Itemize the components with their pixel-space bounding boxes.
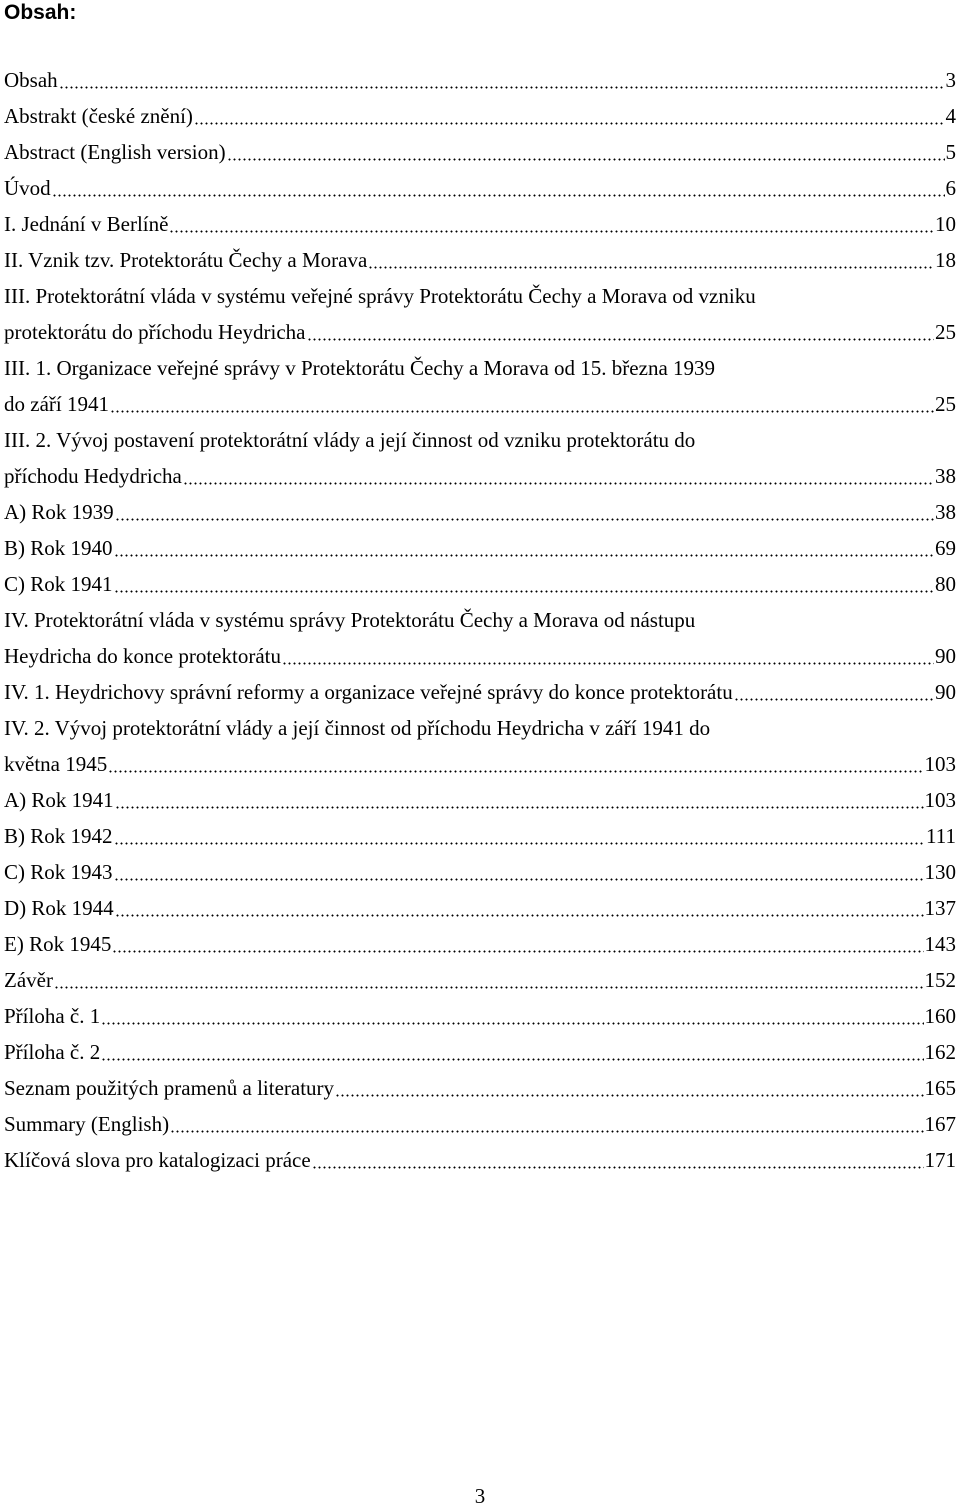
toc-entry[interactable] bbox=[4, 926, 956, 962]
toc-entry-page: 90 bbox=[935, 644, 956, 668]
dot-leader bbox=[194, 122, 945, 125]
toc-entry-title: IV. 1. Heydrichovy správní reformy a organizace veřejné správy do konce protektorátu bbox=[4, 680, 733, 704]
toc-entry-title-line: III. Protektorátní vláda v systému veřejné správy Protektorátu Čechy a Morava od vzniku bbox=[4, 284, 756, 308]
dot-leader bbox=[101, 1022, 923, 1025]
toc-entry-page: 5 bbox=[945, 140, 956, 164]
toc-entry-page: 111 bbox=[926, 824, 956, 848]
dot-leader bbox=[734, 698, 934, 701]
toc-entry[interactable] bbox=[4, 1142, 956, 1178]
toc-entry-page: 165 bbox=[924, 1076, 956, 1100]
toc-entry-title: Úvod bbox=[4, 176, 51, 200]
toc-entry-page: 167 bbox=[924, 1112, 956, 1136]
toc-entry[interactable] bbox=[4, 1034, 956, 1070]
toc-entry-title: B) Rok 1940 bbox=[4, 536, 113, 560]
toc-entry-page: 130 bbox=[924, 860, 956, 884]
toc-entry-title: Klíčová slova pro katalogizaci práce bbox=[4, 1148, 311, 1172]
dot-leader bbox=[114, 842, 926, 845]
toc-entry-title: Summary (English) bbox=[4, 1112, 170, 1136]
toc-entry[interactable] bbox=[4, 854, 956, 890]
toc-entry-title: D) Rok 1944 bbox=[4, 896, 114, 920]
dot-leader bbox=[59, 86, 945, 89]
toc-entry[interactable] bbox=[4, 1106, 956, 1142]
toc-entry-page: 10 bbox=[935, 212, 956, 236]
dot-leader bbox=[282, 662, 934, 665]
dot-leader bbox=[114, 554, 934, 557]
toc-entry[interactable] bbox=[4, 170, 956, 206]
toc-entry-title: do září 1941 bbox=[4, 392, 109, 416]
toc-entry[interactable] bbox=[4, 566, 956, 602]
toc-entry-page: 162 bbox=[924, 1040, 956, 1064]
toc-entry[interactable] bbox=[4, 206, 956, 242]
toc-entry-page: 25 bbox=[935, 320, 956, 344]
toc-entry-title: B) Rok 1942 bbox=[4, 824, 113, 848]
toc-entry-title: C) Rok 1943 bbox=[4, 860, 113, 884]
toc-entry-title: příchodu Hedydricha bbox=[4, 464, 182, 488]
toc-entry-page: 143 bbox=[924, 932, 956, 956]
dot-leader bbox=[115, 914, 924, 917]
toc-entry[interactable] bbox=[4, 602, 956, 674]
dot-leader bbox=[54, 986, 924, 989]
toc-entry[interactable] bbox=[4, 818, 956, 854]
toc-entry-title: Abstract (English version) bbox=[4, 140, 226, 164]
toc-entry[interactable] bbox=[4, 278, 956, 350]
toc-entry[interactable] bbox=[4, 242, 956, 278]
dot-leader bbox=[169, 230, 934, 233]
dot-leader bbox=[114, 878, 924, 881]
toc-entry-page: 4 bbox=[945, 104, 956, 128]
dot-leader bbox=[307, 338, 935, 341]
dot-leader bbox=[227, 158, 945, 161]
toc-entry-title: Seznam použitých pramenů a literatury bbox=[4, 1076, 335, 1100]
toc-entry-title: května 1945 bbox=[4, 752, 108, 776]
toc-entry-title-line: III. 1. Organizace veřejné správy v Protektorátu Čechy a Morava od 15. března 1939 bbox=[4, 356, 716, 380]
dot-leader bbox=[183, 482, 934, 485]
dot-leader bbox=[170, 1130, 923, 1133]
dot-leader bbox=[112, 950, 923, 953]
dot-leader bbox=[52, 194, 945, 197]
toc-entry-page: 103 bbox=[924, 788, 956, 812]
toc-entry[interactable] bbox=[4, 530, 956, 566]
toc-entry-title: Příloha č. 1 bbox=[4, 1004, 101, 1028]
toc-entry-title: II. Vznik tzv. Protektorátu Čechy a Morava bbox=[4, 248, 368, 272]
dot-leader bbox=[312, 1166, 924, 1169]
toc-entry-title: Příloha č. 2 bbox=[4, 1040, 101, 1064]
toc-entry-title-line: IV. 2. Vývoj protektorátní vlády a její činnost od příchodu Heydricha v září 1941 do bbox=[4, 716, 711, 740]
toc-entry-page: 152 bbox=[924, 968, 956, 992]
dot-leader bbox=[101, 1058, 923, 1061]
dot-leader bbox=[114, 590, 934, 593]
toc-entry[interactable] bbox=[4, 62, 956, 98]
toc-entry-title-line: IV. Protektorátní vláda v systému správy Protektorátu Čechy a Morava od nástupu bbox=[4, 608, 696, 632]
table-of-contents bbox=[4, 62, 956, 1178]
toc-entry[interactable] bbox=[4, 674, 956, 710]
toc-entry-title-line: III. 2. Vývoj postavení protektorátní vlády a její činnost od vzniku protektorátu do bbox=[4, 428, 696, 452]
toc-entry-page: 137 bbox=[924, 896, 956, 920]
toc-entry[interactable] bbox=[4, 962, 956, 998]
toc-entry-title: Abstrakt (české znění) bbox=[4, 104, 193, 128]
toc-entry-page: 38 bbox=[935, 500, 956, 524]
toc-entry-page: 38 bbox=[935, 464, 956, 488]
page-number: 3 bbox=[474, 1484, 486, 1508]
toc-entry[interactable] bbox=[4, 98, 956, 134]
toc-entry-page: 25 bbox=[935, 392, 956, 416]
toc-entry[interactable] bbox=[4, 494, 956, 530]
toc-entry[interactable] bbox=[4, 890, 956, 926]
toc-entry-title: E) Rok 1945 bbox=[4, 932, 112, 956]
toc-entry-title: A) Rok 1939 bbox=[4, 500, 114, 524]
dot-leader bbox=[335, 1094, 923, 1097]
toc-entry-page: 160 bbox=[924, 1004, 956, 1028]
dot-leader bbox=[108, 770, 923, 773]
page-heading: Obsah: bbox=[4, 1, 77, 24]
toc-entry-page: 3 bbox=[945, 68, 956, 92]
toc-entry-page: 90 bbox=[935, 680, 956, 704]
dot-leader bbox=[115, 518, 934, 521]
toc-entry-title: Závěr bbox=[4, 968, 53, 992]
toc-entry[interactable] bbox=[4, 710, 956, 782]
toc-entry[interactable] bbox=[4, 782, 956, 818]
toc-entry-page: 80 bbox=[935, 572, 956, 596]
toc-entry[interactable] bbox=[4, 998, 956, 1034]
dot-leader bbox=[368, 266, 934, 269]
toc-entry-page: 6 bbox=[945, 176, 956, 200]
toc-entry-page: 18 bbox=[935, 248, 956, 272]
toc-entry-title: I. Jednání v Berlíně bbox=[4, 212, 169, 236]
dot-leader bbox=[110, 410, 934, 413]
toc-entry[interactable] bbox=[4, 350, 956, 422]
toc-entry-page: 69 bbox=[935, 536, 956, 560]
toc-entry-title: Heydricha do konce protektorátu bbox=[4, 644, 281, 668]
toc-entry[interactable] bbox=[4, 1070, 956, 1106]
toc-entry[interactable] bbox=[4, 422, 956, 494]
toc-entry-title: protektorátu do příchodu Heydricha bbox=[4, 320, 306, 344]
dot-leader bbox=[115, 806, 924, 809]
toc-entry-title: A) Rok 1941 bbox=[4, 788, 114, 812]
toc-entry-page: 171 bbox=[924, 1148, 956, 1172]
toc-entry-title: C) Rok 1941 bbox=[4, 572, 113, 596]
toc-entry-title: Obsah bbox=[4, 68, 58, 92]
toc-entry-page: 103 bbox=[924, 752, 956, 776]
toc-entry[interactable] bbox=[4, 134, 956, 170]
